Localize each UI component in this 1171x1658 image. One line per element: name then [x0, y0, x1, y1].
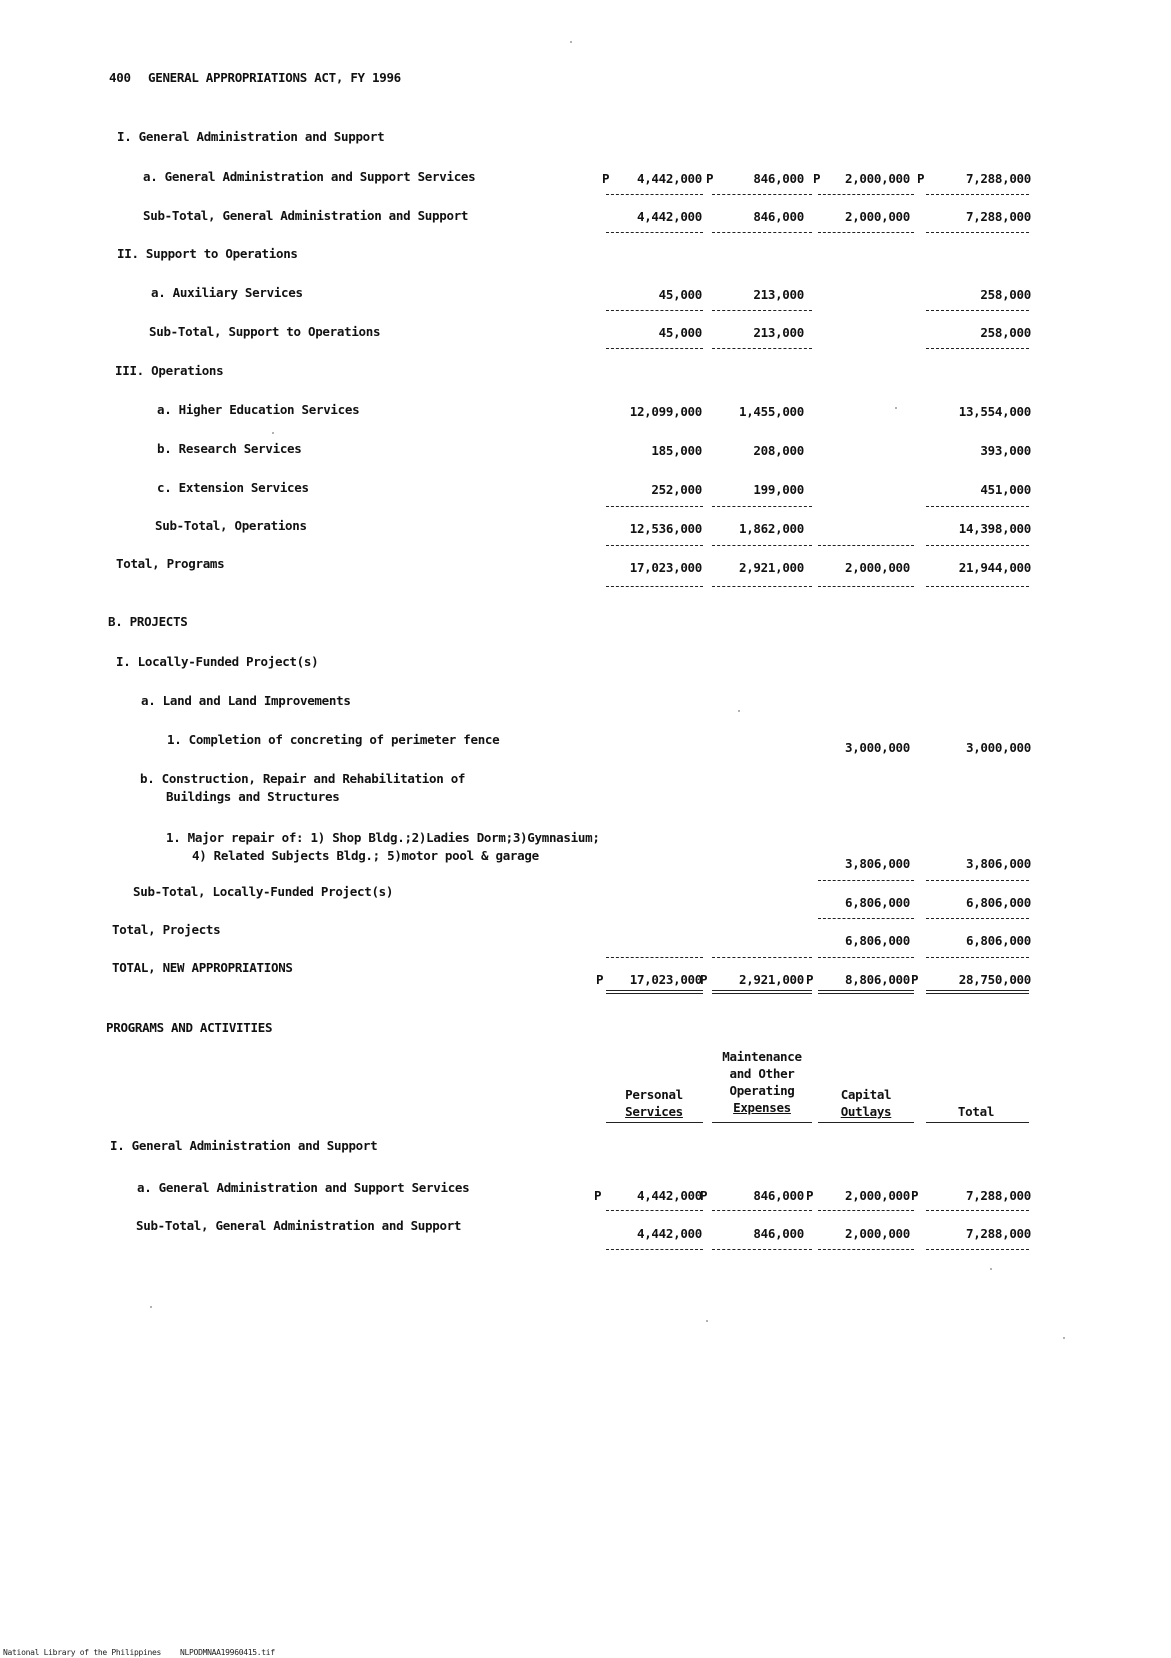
amount-cell: 13,554,000: [958, 404, 1031, 419]
peso-sign: P: [596, 972, 604, 987]
amount-cell: 199,000: [753, 482, 804, 497]
projects-title: B. PROJECTS: [108, 614, 188, 629]
projects-constr-label-cont: Buildings and Structures: [166, 789, 340, 804]
column-rule: [926, 310, 1029, 311]
amount-cell: 4,442,000: [636, 209, 702, 224]
column-rule: [818, 1210, 914, 1211]
scan-speck: [738, 710, 740, 712]
amount-cell: 213,000: [753, 287, 804, 302]
projects-constr-label: b. Construction, Repair and Rehabilitation of: [140, 771, 466, 786]
column-rule: [818, 880, 914, 881]
column-rule: [926, 348, 1029, 349]
amount-cell: 2,000,000: [844, 209, 910, 224]
column-rule: [712, 1249, 812, 1250]
programs-sto-a-label: a. Auxiliary Services: [151, 285, 303, 300]
scan-speck: [570, 41, 572, 43]
programs-gas-title: I. General Administration and Support: [117, 129, 385, 144]
column-rule: [818, 545, 914, 546]
amount-cell: 213,000: [753, 325, 804, 340]
pa-gas-subtotal-label: Sub-Total, General Administration and Support: [136, 1218, 462, 1233]
programs-ops-a-label: a. Higher Education Services: [157, 402, 360, 417]
amount-cell: 3,806,000: [844, 856, 910, 871]
column-rule: [712, 506, 812, 507]
peso-sign: P: [706, 171, 714, 186]
column-rule: [606, 545, 703, 546]
column-rule: [926, 232, 1029, 233]
column-rule: [926, 880, 1029, 881]
pa-gas-title: I. General Administration and Support: [110, 1138, 378, 1153]
amount-cell: 4,442,000: [636, 1226, 702, 1241]
amount-cell: 846,000: [753, 209, 804, 224]
column-rule: [818, 194, 914, 195]
projects-constr-1-label: 1. Major repair of: 1) Shop Bldg.;2)Ladies Dorm;3)Gymnasium;: [166, 830, 600, 845]
amount-cell: 17,023,000: [629, 972, 702, 987]
amount-cell: 2,000,000: [844, 1188, 910, 1203]
column-rule: [926, 1210, 1029, 1211]
peso-sign: P: [700, 972, 708, 987]
column-rule: [712, 586, 812, 587]
scan-speck: [706, 1320, 708, 1322]
amount-cell: 45,000: [658, 287, 702, 302]
projects-constr-1-label-cont: 4) Related Subjects Bldg.; 5)motor pool & garage: [192, 848, 539, 863]
column-header-capital-outlays: [818, 1086, 914, 1120]
column-rule: [926, 586, 1029, 587]
amount-cell: 28,750,000: [958, 972, 1031, 987]
column-header-mooe: [712, 1048, 812, 1116]
amount-cell: 393,000: [980, 443, 1031, 458]
column-header-line: Services: [625, 1104, 683, 1119]
amount-cell: 3,000,000: [965, 740, 1031, 755]
column-rule: [926, 918, 1029, 919]
column-rule: [606, 506, 703, 507]
double-rule: [818, 990, 914, 994]
amount-cell: 258,000: [980, 325, 1031, 340]
amount-cell: 1,862,000: [738, 521, 804, 536]
header-underline: [818, 1122, 914, 1123]
projects-subtotal-label: Sub-Total, Locally-Funded Project(s): [133, 884, 394, 899]
peso-sign: P: [594, 1188, 602, 1203]
amount-cell: 846,000: [753, 171, 804, 186]
column-rule: [606, 1210, 703, 1211]
column-header-personal-services: [608, 1086, 700, 1120]
amount-cell: 7,288,000: [965, 1226, 1031, 1241]
page-title: GENERAL APPROPRIATIONS ACT, FY 1996: [148, 70, 401, 85]
amount-cell: 451,000: [980, 482, 1031, 497]
amount-cell: 208,000: [753, 443, 804, 458]
amount-cell: 6,806,000: [844, 895, 910, 910]
column-rule: [606, 194, 703, 195]
pa-title: PROGRAMS AND ACTIVITIES: [106, 1020, 273, 1035]
column-rule: [712, 348, 812, 349]
column-rule: [712, 545, 812, 546]
column-rule: [606, 310, 703, 311]
programs-ops-title: III. Operations: [115, 363, 224, 378]
programs-ops-subtotal-label: Sub-Total, Operations: [155, 518, 307, 533]
amount-cell: 846,000: [753, 1188, 804, 1203]
page-number: 400: [109, 70, 131, 85]
header-underline: [926, 1122, 1029, 1123]
programs-sto-subtotal-label: Sub-Total, Support to Operations: [149, 324, 381, 339]
scan-speck: [990, 1268, 992, 1270]
amount-cell: 258,000: [980, 287, 1031, 302]
footer-file: NLPODMNAA19960415.tif: [180, 1648, 275, 1657]
amount-cell: 3,806,000: [965, 856, 1031, 871]
pa-gas-a-label: a. General Administration and Support Services: [137, 1180, 470, 1195]
scan-speck: [895, 407, 897, 409]
amount-cell: 17,023,000: [629, 560, 702, 575]
header-underline: [606, 1122, 703, 1123]
column-header-line: Operating: [729, 1083, 795, 1098]
scan-speck: [150, 1306, 152, 1308]
column-rule: [606, 232, 703, 233]
column-rule: [818, 1249, 914, 1250]
column-header-line: Outlays: [840, 1104, 892, 1119]
scan-speck: [272, 432, 274, 434]
programs-ops-b-label: b. Research Services: [157, 441, 302, 456]
column-rule: [926, 194, 1029, 195]
programs-ops-c-label: c. Extension Services: [157, 480, 309, 495]
amount-cell: 6,806,000: [965, 895, 1031, 910]
double-rule: [926, 990, 1029, 994]
peso-sign: P: [602, 171, 610, 186]
amount-cell: 2,000,000: [844, 171, 910, 186]
projects-total-label: Total, Projects: [112, 922, 221, 937]
amount-cell: 45,000: [658, 325, 702, 340]
amount-cell: 2,000,000: [844, 560, 910, 575]
footer-library: National Library of the Philippines: [3, 1648, 162, 1657]
column-rule: [606, 586, 703, 587]
amount-cell: 8,806,000: [844, 972, 910, 987]
peso-sign: P: [813, 171, 821, 186]
peso-sign: P: [806, 1188, 814, 1203]
column-rule: [926, 1249, 1029, 1250]
column-rule: [712, 194, 812, 195]
amount-cell: 7,288,000: [965, 171, 1031, 186]
peso-sign: P: [911, 972, 919, 987]
column-rule: [926, 545, 1029, 546]
programs-sto-title: II. Support to Operations: [117, 246, 298, 261]
column-rule: [818, 586, 914, 587]
column-rule: [712, 957, 812, 958]
column-header-line: Total: [957, 1104, 995, 1119]
amount-cell: 12,536,000: [629, 521, 702, 536]
column-rule: [606, 1249, 703, 1250]
column-rule: [818, 918, 914, 919]
column-rule: [712, 232, 812, 233]
column-header-line: Expenses: [733, 1100, 791, 1115]
column-rule: [606, 348, 703, 349]
peso-sign: P: [700, 1188, 708, 1203]
column-header-line: Personal: [625, 1087, 683, 1102]
amount-cell: 12,099,000: [629, 404, 702, 419]
amount-cell: 2,921,000: [738, 972, 804, 987]
projects-land-label: a. Land and Land Improvements: [141, 693, 351, 708]
projects-land-1-label: 1. Completion of concreting of perimeter fence: [167, 732, 500, 747]
column-rule: [818, 957, 914, 958]
programs-gas-a-label: a. General Administration and Support Services: [143, 169, 476, 184]
amount-cell: 2,921,000: [738, 560, 804, 575]
programs-gas-subtotal-label: Sub-Total, General Administration and Support: [143, 208, 469, 223]
amount-cell: 2,000,000: [844, 1226, 910, 1241]
amount-cell: 6,806,000: [844, 933, 910, 948]
column-header-line: and Other: [729, 1066, 795, 1081]
amount-cell: 252,000: [651, 482, 702, 497]
column-header-total: [926, 1103, 1026, 1120]
projects-lfp-title: I. Locally-Funded Project(s): [116, 654, 319, 669]
amount-cell: 21,944,000: [958, 560, 1031, 575]
column-header-line: Maintenance: [722, 1049, 802, 1064]
amount-cell: 7,288,000: [965, 1188, 1031, 1203]
amount-cell: 7,288,000: [965, 209, 1031, 224]
peso-sign: P: [806, 972, 814, 987]
double-rule: [712, 990, 812, 994]
column-header-line: Capital: [840, 1087, 892, 1102]
amount-cell: 6,806,000: [965, 933, 1031, 948]
grand-total-label: TOTAL, NEW APPROPRIATIONS: [112, 960, 293, 975]
peso-sign: P: [917, 171, 925, 186]
peso-sign: P: [911, 1188, 919, 1203]
column-rule: [926, 957, 1029, 958]
amount-cell: 14,398,000: [958, 521, 1031, 536]
column-rule: [606, 957, 703, 958]
column-rule: [712, 1210, 812, 1211]
column-rule: [926, 506, 1029, 507]
scan-speck: [1063, 1337, 1065, 1339]
amount-cell: 4,442,000: [636, 1188, 702, 1203]
double-rule: [606, 990, 703, 994]
amount-cell: 1,455,000: [738, 404, 804, 419]
amount-cell: 846,000: [753, 1226, 804, 1241]
column-rule: [818, 232, 914, 233]
amount-cell: 185,000: [651, 443, 702, 458]
amount-cell: 3,000,000: [844, 740, 910, 755]
amount-cell: 4,442,000: [636, 171, 702, 186]
header-underline: [712, 1122, 812, 1123]
column-rule: [712, 310, 812, 311]
programs-total-label: Total, Programs: [116, 556, 225, 571]
